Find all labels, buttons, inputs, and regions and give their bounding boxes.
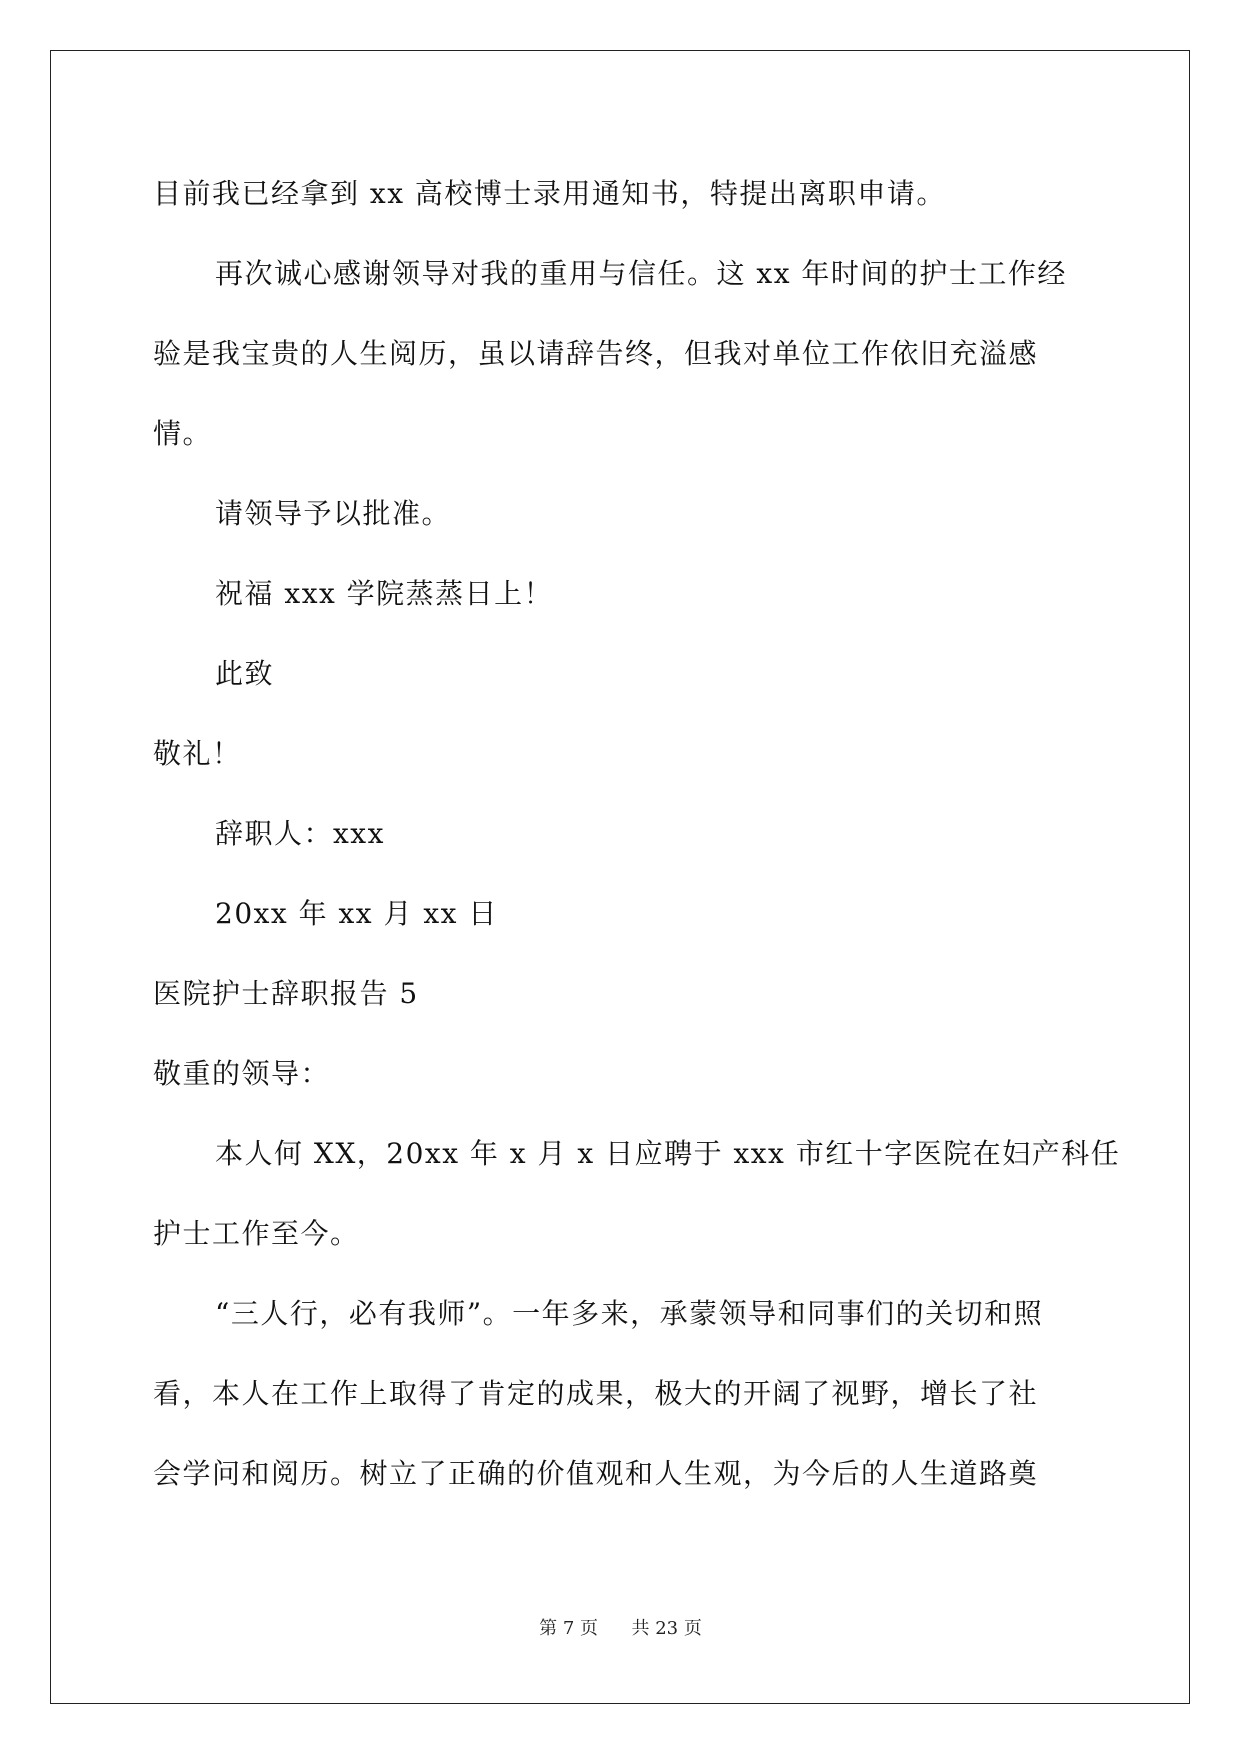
- text-line: 此致: [215, 657, 275, 690]
- page-number: 第 7 页: [539, 1618, 599, 1639]
- text-line: 看，本人在工作上取得了肯定的成果，极大的开阔了视野，增长了社: [153, 1377, 1039, 1410]
- page-total: 共 23 页: [631, 1618, 702, 1639]
- text-line: 请领导予以批准。: [215, 497, 452, 530]
- text-line: 敬礼！: [153, 737, 242, 770]
- text-line: 验是我宝贵的人生阅历，虽以请辞告终，但我对单位工作依旧充溢感: [153, 337, 1039, 370]
- text-line: 目前我已经拿到 xx 高校博士录用通知书，特提出离职申请。: [153, 177, 946, 210]
- text-line: 20xx 年 xx 月 xx 日: [215, 897, 498, 930]
- section-heading: 医院护士辞职报告 5: [153, 977, 419, 1010]
- text-line: 会学问和阅历。树立了正确的价值观和人生观，为今后的人生道路奠: [153, 1457, 1039, 1490]
- text-line: 护士工作至今。: [153, 1217, 360, 1250]
- salutation: 敬重的领导：: [153, 1057, 331, 1090]
- text-line: “三人行，必有我师”。一年多来，承蒙领导和同事们的关切和照: [215, 1297, 1044, 1330]
- page-footer: [0, 1617, 1241, 1641]
- text-line: 本人何 XX，20xx 年 x 月 x 日应聘于 xxx 市红十字医院在妇产科任: [215, 1137, 1121, 1170]
- text-line: 情。: [153, 417, 213, 450]
- text-line: 再次诚心感谢领导对我的重用与信任。这 xx 年时间的护士工作经: [215, 257, 1067, 290]
- text-line: 辞职人：xxx: [215, 817, 385, 850]
- text-line: 祝福 xxx 学院蒸蒸日上！: [215, 577, 554, 610]
